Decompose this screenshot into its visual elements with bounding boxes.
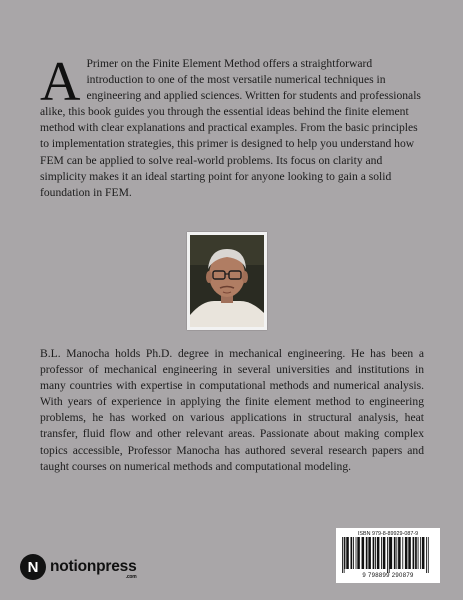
barcode-bars [340,537,436,573]
publisher-name: notionpress [50,558,137,575]
book-description-text: Primer on the Finite Element Method offers a straightforward introduction to one of the most versatile numerical techniques in engineering and applied sciences. Written for students and professionals alike, this book guides you through the essential ideas behind the finite element method with clear explanations and practical examples. From the basic principles to implementation strategies, this primer is designed to help you understand how FEM can be applied to solve real-world problems. Its focus on clarity and simplicity makes it an ideal starting point for anyone looking to gain a solid foundation in FEM. [40,57,421,199]
publisher-name-wrap [50,558,137,580]
author-portrait-image [190,235,264,327]
publisher-logo [20,553,137,581]
author-bio: B.L. Manocha holds Ph.D. degree in mechanical engineering. He has been a professor of mechanical engineering in several universities and institutions in many countries with expertise in computational methods and numerical analysis. With years of experience in applying the finite element method to engineering problems, he has worked on various applications in structural analysis, heat transfer, fluid flow and other relevant areas. Passionate about making complex topics accessible, Professor Manocha has authored several research papers and taught courses on numerical methods and computational modeling. [40,347,424,473]
drop-cap: A [40,51,81,113]
notionpress-logo-icon: N [20,554,46,580]
barcode-number: 9 798899 290879 [362,573,414,579]
publisher-domain-suffix: .com [125,574,137,580]
author-photo [187,232,267,330]
isbn-label: ISBN 979-8-89929-087-9 [357,531,419,537]
isbn-barcode [336,528,440,583]
book-description [40,51,424,201]
